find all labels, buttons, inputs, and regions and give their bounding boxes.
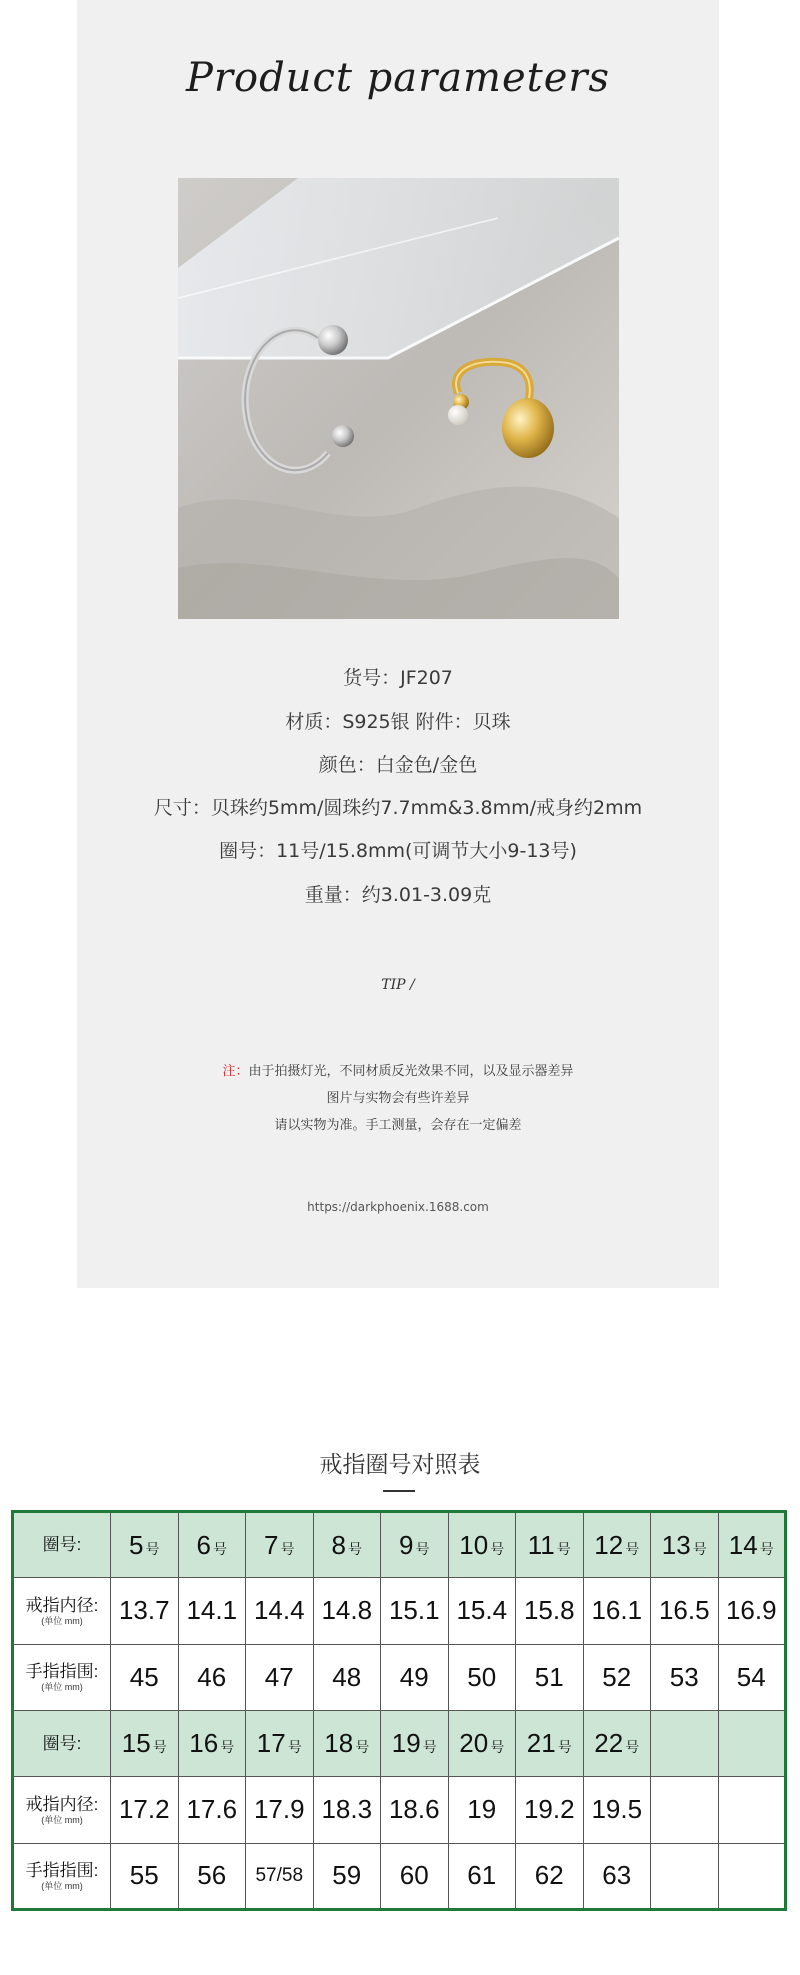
finger-circumference-cell: 46 — [178, 1644, 246, 1710]
inner-diameter-cell: 15.1 — [381, 1578, 449, 1644]
size-suffix: 号 — [422, 1739, 437, 1756]
size-cell — [246, 1512, 314, 1578]
inner-diameter-label-unit: (单位 mm) — [41, 1814, 83, 1825]
empty-cell — [651, 1777, 719, 1843]
store-url: https://darkphoenix.1688.com — [307, 1200, 489, 1214]
size-value: 14 — [728, 1529, 758, 1560]
inner-diameter-cell: 16.1 — [583, 1578, 651, 1644]
size-value: 17 — [256, 1728, 286, 1759]
inner-diameter-cell: 17.9 — [246, 1777, 314, 1843]
size-value: 8 — [331, 1529, 346, 1560]
size-cell — [516, 1512, 584, 1578]
empty-cell — [651, 1843, 719, 1909]
size-suffix: 号 — [759, 1540, 774, 1557]
finger-circumference-label — [13, 1644, 111, 1710]
size-cell — [718, 1512, 786, 1578]
note-line-1 — [77, 1060, 719, 1079]
spec-weight: 重量：约3.01-3.09克 — [304, 884, 492, 906]
size-cell — [651, 1512, 719, 1578]
size-suffix: 号 — [557, 1739, 572, 1756]
size-label — [13, 1710, 111, 1776]
ring-photo-illustration — [178, 178, 619, 619]
empty-cell — [718, 1843, 786, 1909]
tip-label: TIP / — [381, 977, 415, 993]
size-suffix: 号 — [212, 1540, 227, 1557]
finger-circumference-cell: 54 — [718, 1644, 786, 1710]
inner-diameter-cell: 19.5 — [583, 1777, 651, 1843]
size-suffix: 号 — [625, 1540, 640, 1557]
size-suffix: 号 — [287, 1739, 302, 1756]
finger-circumference-row — [13, 1843, 786, 1909]
inner-diameter-cell: 13.7 — [111, 1578, 179, 1644]
note-prefix: 注： — [222, 1064, 249, 1079]
finger-circumference-cell: 53 — [651, 1644, 719, 1710]
finger-circumference-label — [13, 1843, 111, 1909]
size-value: 5 — [129, 1529, 144, 1560]
finger-circumference-label-unit: (单位 mm) — [41, 1682, 83, 1693]
size-suffix: 号 — [415, 1540, 430, 1557]
finger-circumference-cell: 52 — [583, 1644, 651, 1710]
finger-circumference-cell: 47 — [246, 1644, 314, 1710]
finger-circumference-cell: 60 — [381, 1843, 449, 1909]
spec-color: 颜色：白金色/金色 — [318, 754, 478, 776]
size-value: 18 — [324, 1728, 354, 1759]
size-suffix: 号 — [490, 1540, 505, 1557]
finger-circumference-cell: 51 — [516, 1644, 584, 1710]
size-cell — [583, 1512, 651, 1578]
spec-material: 材质：S925银 附件：贝珠 — [285, 711, 511, 733]
size-value: 11 — [527, 1529, 555, 1560]
size-suffix: 号 — [490, 1739, 505, 1756]
inner-diameter-row — [13, 1777, 786, 1843]
title-divider — [383, 1490, 415, 1492]
spec-size: 尺寸：贝珠约5mm/圆珠约7.7mm&3.8mm/戒身约2mm — [153, 797, 643, 819]
size-row — [13, 1512, 786, 1578]
finger-circumference-cell: 49 — [381, 1644, 449, 1710]
spec-ring-size: 圈号：11号/15.8mm(可调节大小9-13号) — [219, 840, 577, 862]
size-cell — [313, 1710, 381, 1776]
size-cell — [313, 1512, 381, 1578]
size-suffix: 号 — [692, 1540, 707, 1557]
size-suffix: 号 — [220, 1739, 235, 1756]
size-value: 22 — [594, 1728, 624, 1759]
size-suffix: 号 — [347, 1540, 362, 1557]
finger-circumference-cell: 56 — [178, 1843, 246, 1909]
size-value: 15 — [121, 1728, 151, 1759]
size-suffix: 号 — [355, 1739, 370, 1756]
finger-circumference-cell: 59 — [313, 1843, 381, 1909]
size-value: 16 — [189, 1728, 219, 1759]
size-cell — [448, 1512, 516, 1578]
inner-diameter-cell: 17.6 — [178, 1777, 246, 1843]
ring-size-table — [11, 1510, 787, 1911]
finger-circumference-cell: 55 — [111, 1843, 179, 1909]
note-line-2: 图片与实物会有些许差异 — [326, 1091, 470, 1106]
inner-diameter-cell: 15.4 — [448, 1578, 516, 1644]
size-cell — [381, 1710, 449, 1776]
inner-diameter-label — [13, 1578, 111, 1644]
empty-cell — [718, 1710, 786, 1776]
size-cell — [111, 1710, 179, 1776]
finger-circumference-cell: 62 — [516, 1843, 584, 1909]
size-cell — [246, 1710, 314, 1776]
finger-circumference-cell: 63 — [583, 1843, 651, 1909]
inner-diameter-cell: 19 — [448, 1777, 516, 1843]
size-suffix: 号 — [556, 1540, 571, 1557]
size-suffix: 号 — [625, 1739, 640, 1756]
size-cell — [111, 1512, 179, 1578]
size-label-text: 圈号: — [42, 1733, 82, 1753]
size-value: 13 — [661, 1529, 691, 1560]
size-cell — [381, 1512, 449, 1578]
finger-circumference-label-unit: (单位 mm) — [41, 1880, 83, 1891]
size-suffix: 号 — [145, 1540, 160, 1557]
inner-diameter-cell: 17.2 — [111, 1777, 179, 1843]
inner-diameter-cell: 15.8 — [516, 1578, 584, 1644]
size-label-text: 圈号: — [42, 1535, 82, 1555]
size-value: 21 — [526, 1728, 556, 1759]
size-value: 6 — [196, 1529, 211, 1560]
inner-diameter-cell: 14.4 — [246, 1578, 314, 1644]
finger-circumference-label-text: 手指指围: — [25, 1860, 99, 1880]
page-title: Product parameters — [185, 55, 611, 101]
finger-circumference-row — [13, 1644, 786, 1710]
size-row — [13, 1710, 786, 1776]
size-value: 9 — [399, 1529, 414, 1560]
inner-diameter-label — [13, 1777, 111, 1843]
inner-diameter-cell: 16.9 — [718, 1578, 786, 1644]
inner-diameter-label-unit: (单位 mm) — [41, 1615, 83, 1626]
inner-diameter-cell: 19.2 — [516, 1777, 584, 1843]
size-cell — [178, 1710, 246, 1776]
size-cell — [516, 1710, 584, 1776]
finger-circumference-label-text: 手指指围: — [25, 1662, 99, 1682]
product-photo — [178, 178, 619, 619]
size-suffix: 号 — [280, 1540, 295, 1557]
inner-diameter-cell: 18.3 — [313, 1777, 381, 1843]
inner-diameter-cell: 16.5 — [651, 1578, 719, 1644]
size-value: 20 — [459, 1728, 489, 1759]
empty-cell — [718, 1777, 786, 1843]
finger-circumference-cell: 50 — [448, 1644, 516, 1710]
size-value: 19 — [391, 1728, 421, 1759]
finger-circumference-cell: 57/58 — [246, 1843, 314, 1909]
size-chart-title: 戒指圈号对照表 — [319, 1452, 481, 1478]
size-cell — [448, 1710, 516, 1776]
finger-circumference-cell: 61 — [448, 1843, 516, 1909]
product-panel — [77, 0, 719, 1288]
note-text-1: 由于拍摄灯光，不同材质反光效果不同，以及显示器差异 — [248, 1064, 574, 1079]
inner-diameter-cell: 14.1 — [178, 1578, 246, 1644]
finger-circumference-cell: 45 — [111, 1644, 179, 1710]
size-label — [13, 1512, 111, 1578]
size-cell — [178, 1512, 246, 1578]
inner-diameter-cell: 18.6 — [381, 1777, 449, 1843]
size-value: 10 — [459, 1529, 489, 1560]
inner-diameter-row — [13, 1578, 786, 1644]
finger-circumference-cell: 48 — [313, 1644, 381, 1710]
inner-diameter-cell: 14.8 — [313, 1578, 381, 1644]
size-suffix: 号 — [152, 1739, 167, 1756]
empty-cell — [651, 1710, 719, 1776]
size-value: 12 — [594, 1529, 624, 1560]
size-value: 7 — [264, 1529, 279, 1560]
note-line-3: 请以实物为准。手工测量，会存在一定偏差 — [274, 1118, 522, 1133]
inner-diameter-label-text: 戒指内径: — [25, 1595, 99, 1615]
spec-item-no: 货号：JF207 — [343, 667, 453, 689]
size-cell — [583, 1710, 651, 1776]
inner-diameter-label-text: 戒指内径: — [25, 1794, 99, 1814]
